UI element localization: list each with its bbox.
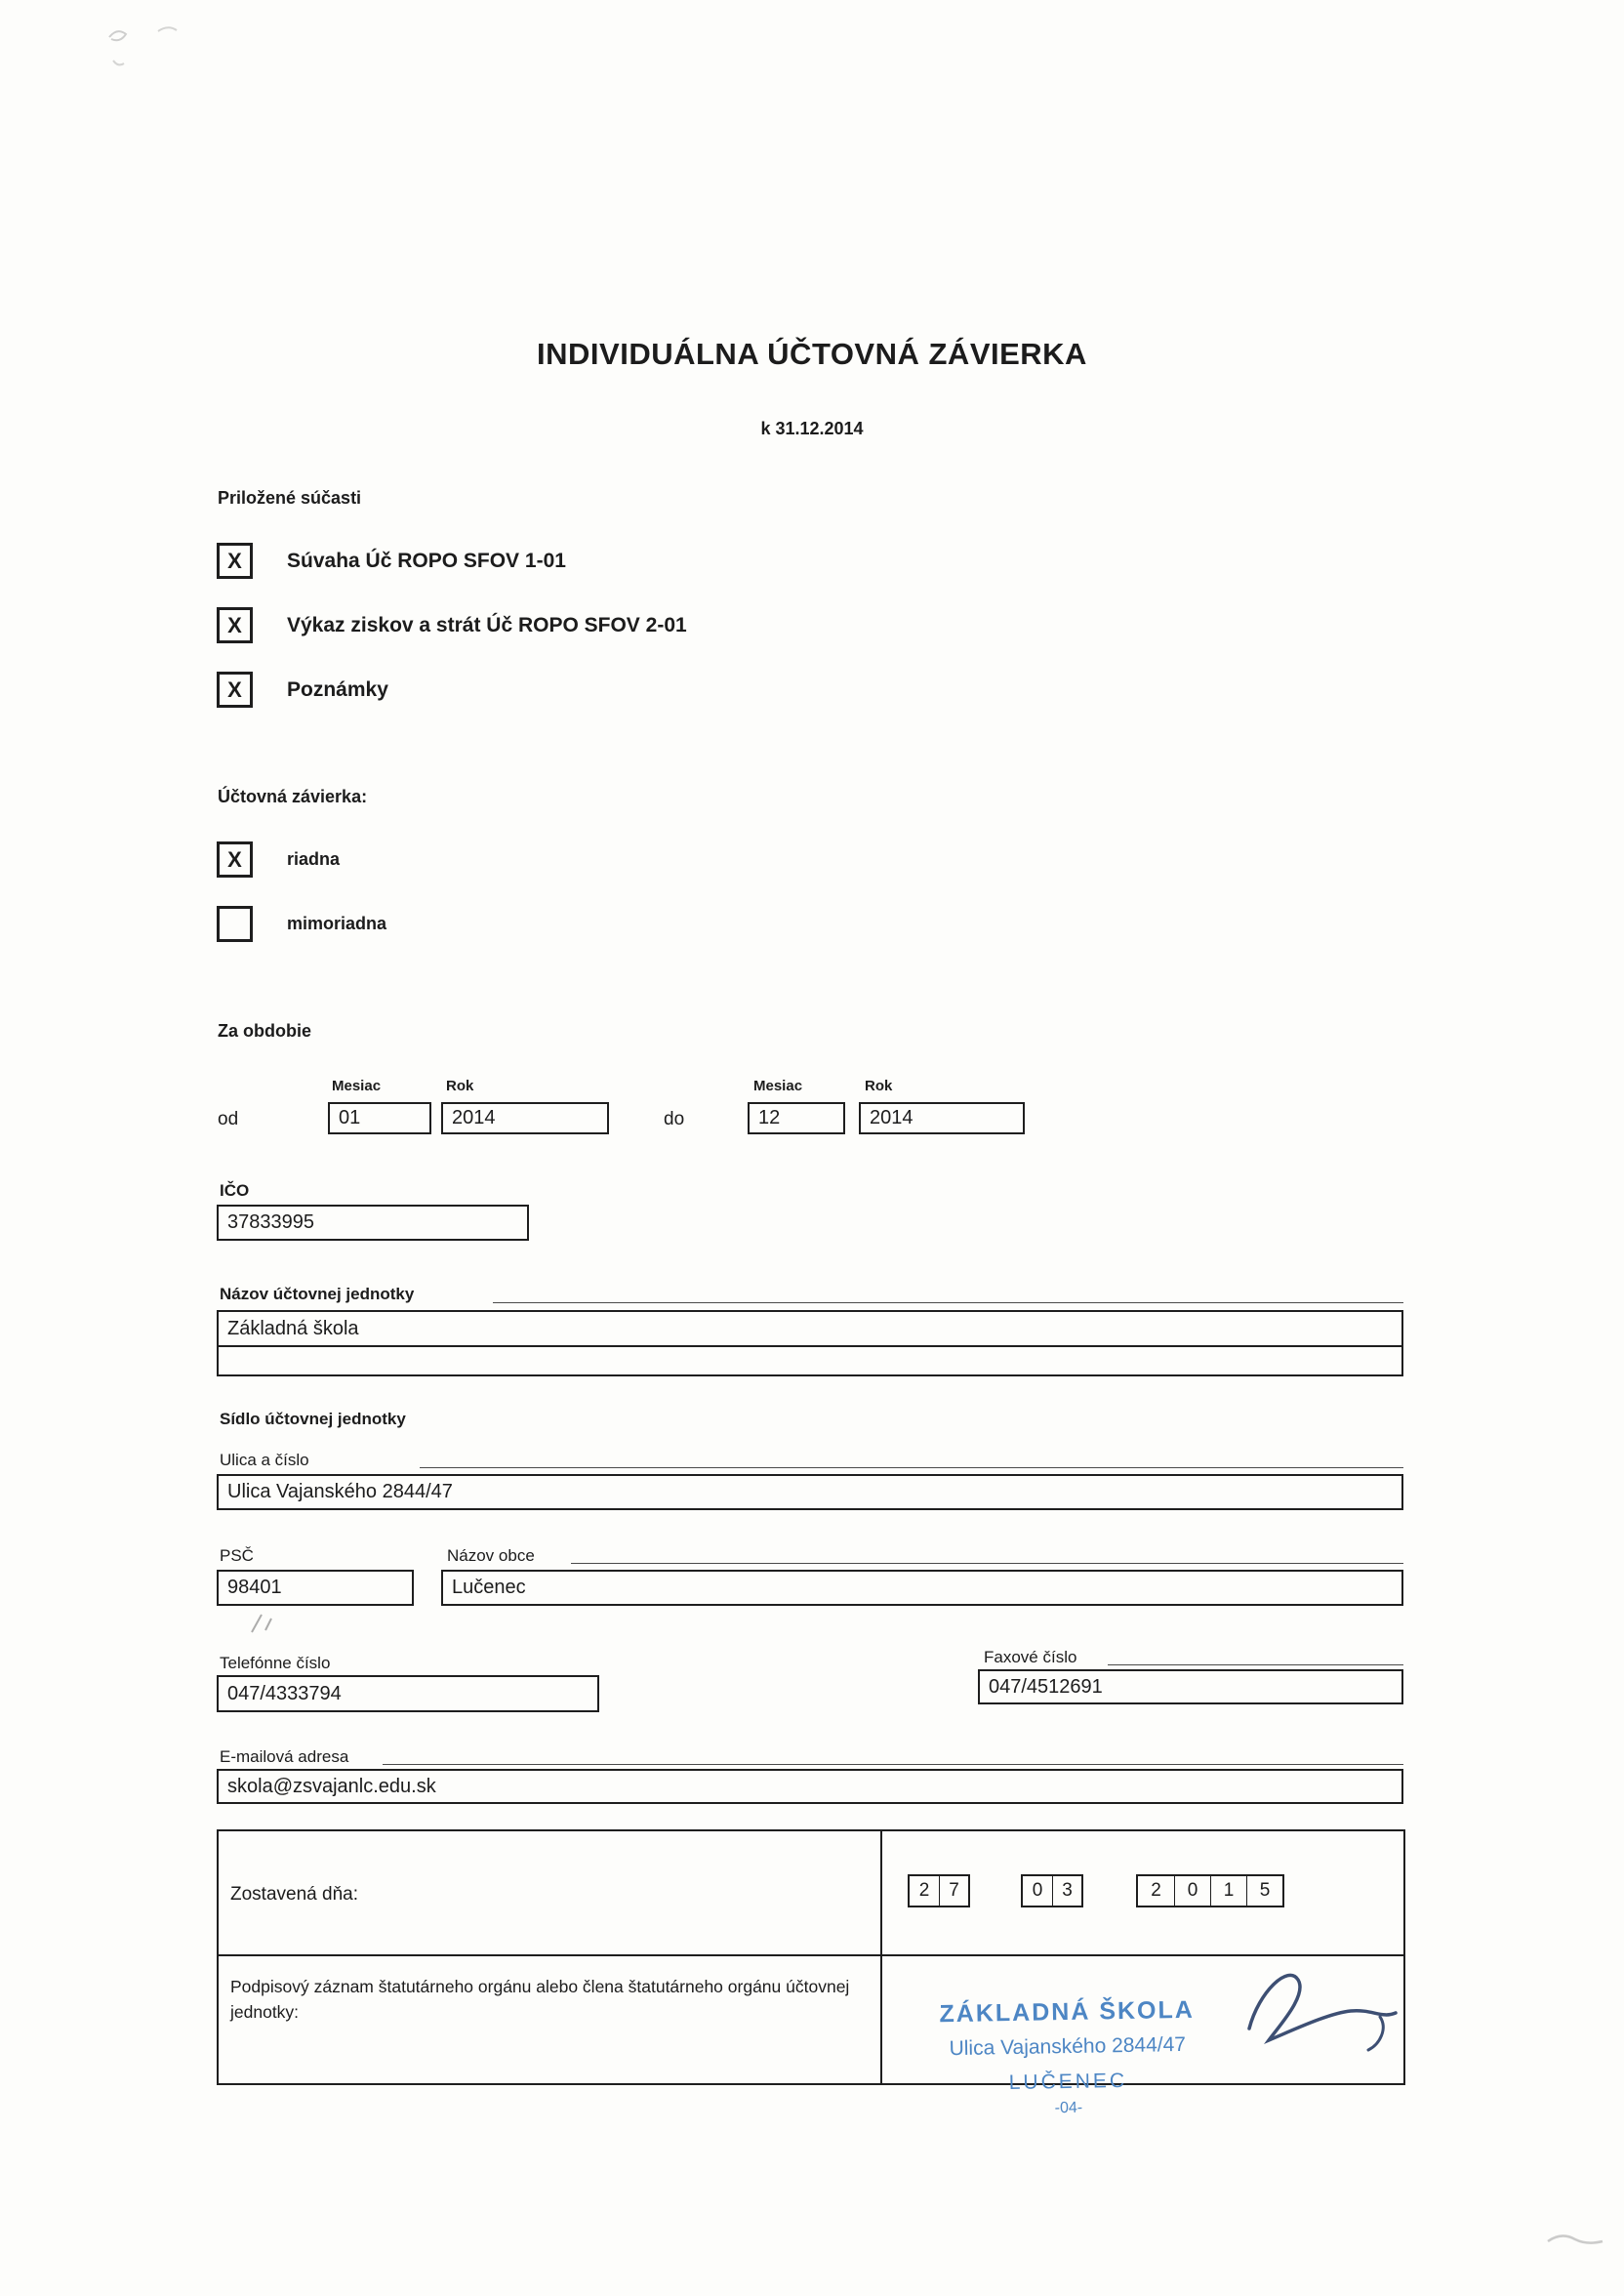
attachment-row-poznamky [217, 672, 388, 708]
date-year-digit: 1 [1210, 1876, 1246, 1906]
ico-label: IČO [220, 1181, 250, 1200]
period-to-year-field [859, 1102, 1025, 1134]
city-rule [571, 1563, 1403, 1564]
entity-name-rule [493, 1302, 1403, 1303]
attachment-label-vykaz: Výkaz ziskov a strát Úč ROPO SFOV 2-01 [287, 613, 687, 636]
email-value: skola@zsvajanlc.edu.sk [227, 1775, 436, 1797]
city-value: Lučenec [452, 1577, 526, 1598]
date-year-digit: 2 [1151, 1880, 1161, 1901]
zip-field [217, 1570, 414, 1606]
period-from-month-field [328, 1102, 431, 1134]
entity-name-label: Názov účtovnej jednotky [220, 1285, 415, 1303]
email-rule [383, 1764, 1403, 1765]
fax-value: 047/4512691 [989, 1675, 1103, 1698]
attachment-row-suvaha [217, 543, 566, 579]
period-year-label-from: Rok [446, 1078, 474, 1094]
compiled-date-label: Zostavená dňa: [230, 1884, 358, 1905]
ico-value: 37833995 [227, 1211, 314, 1233]
fax-rule [1108, 1664, 1403, 1665]
attachment-label-poznamky: Poznámky [287, 677, 388, 701]
street-value: Ulica Vajanského 2844/47 [227, 1481, 453, 1502]
ico-field [217, 1205, 529, 1241]
checkbox-mark: X [227, 846, 242, 872]
attachment-row-vykaz [217, 607, 687, 643]
period-year-label-to: Rok [865, 1078, 893, 1094]
statement-label-riadna: riadna [287, 849, 341, 869]
checkbox-mimoriadna [217, 906, 253, 942]
stamp-number: -04- [1054, 2099, 1083, 2117]
statement-row-riadna [217, 841, 340, 878]
stamp-city: LUČENEC [1008, 2069, 1128, 2095]
entity-name-field-line2 [217, 1345, 1403, 1376]
signature-table [217, 1829, 1405, 2117]
period-to-month-value: 12 [758, 1107, 781, 1128]
period-to-month-field [748, 1102, 845, 1134]
form-title: INDIVIDUÁLNA ÚČTOVNÁ ZÁVIERKA [537, 337, 1087, 371]
checkbox-mark: X [227, 612, 242, 637]
phone-value: 047/4333794 [227, 1682, 342, 1704]
statement-label-mimoriadna: mimoriadna [287, 914, 387, 933]
table-horizontal-divider [219, 1954, 1403, 1956]
period-to-label: do [664, 1109, 685, 1129]
fax-field [978, 1669, 1403, 1704]
checkbox-poznamky [217, 672, 253, 708]
handwritten-signature [1234, 1956, 1404, 2069]
phone-label: Telefónne číslo [220, 1654, 331, 1672]
period-month-label-from: Mesiac [332, 1078, 382, 1094]
email-field [217, 1769, 1403, 1804]
date-year-box [1136, 1874, 1284, 1907]
city-field [441, 1570, 1403, 1606]
period-month-label-to: Mesiac [753, 1078, 803, 1094]
date-year-digit: 0 [1174, 1876, 1210, 1906]
street-label: Ulica a číslo [220, 1451, 309, 1469]
street-field [217, 1474, 1403, 1510]
period-from-month-value: 01 [339, 1107, 361, 1128]
checkbox-riadna [217, 841, 253, 878]
period-to-year-value: 2014 [870, 1107, 914, 1128]
date-day-digit: 2 [918, 1880, 930, 1901]
checkbox-mark: X [227, 676, 242, 702]
entity-name-field [217, 1310, 1403, 1347]
date-day-box [908, 1874, 970, 1907]
phone-field [217, 1675, 599, 1712]
checkbox-vykaz [217, 607, 253, 643]
period-from-label: od [218, 1109, 239, 1129]
date-year-digit: 5 [1246, 1876, 1282, 1906]
school-stamp [862, 1993, 1274, 2121]
attachment-label-suvaha: Súvaha Úč ROPO SFOV 1-01 [287, 549, 566, 572]
date-day-digit: 7 [939, 1876, 968, 1906]
entity-name-value: Základná škola [227, 1317, 359, 1339]
period-from-year-value: 2014 [452, 1107, 496, 1128]
period-from-year-field [441, 1102, 609, 1134]
checkbox-mark: X [227, 548, 242, 573]
email-label: E-mailová adresa [220, 1747, 349, 1766]
scan-artifact [1542, 2226, 1610, 2255]
date-month-digit: 0 [1032, 1880, 1043, 1901]
date-month-digit: 3 [1052, 1876, 1081, 1906]
signature-record-label: Podpisový záznam štatutárneho orgánu alebo člena štatutárneho orgánu účtovnej jednotky: [230, 1977, 850, 2023]
zip-value: 98401 [227, 1577, 282, 1598]
stamp-street: Ulica Vajanského 2844/47 [949, 2032, 1187, 2061]
fax-label: Faxové číslo [984, 1648, 1077, 1666]
date-month-box [1021, 1874, 1083, 1907]
city-label: Názov obce [447, 1546, 535, 1565]
scan-artifact [98, 18, 195, 76]
period-heading: Za obdobie [218, 1021, 311, 1041]
zip-label: PSČ [220, 1546, 254, 1565]
checkbox-suvaha [217, 543, 253, 579]
statement-type-heading: Účtovná závierka: [218, 787, 368, 806]
scan-artifact [242, 1611, 281, 1640]
statement-row-mimoriadna [217, 906, 386, 942]
attachments-heading: Priložené súčasti [218, 488, 362, 508]
form-subtitle: k 31.12.2014 [760, 419, 864, 438]
street-rule [420, 1467, 1403, 1468]
stamp-school-name: ZÁKLADNÁ ŠKOLA [939, 1995, 1196, 2029]
address-heading: Sídlo účtovnej jednotky [220, 1410, 406, 1428]
